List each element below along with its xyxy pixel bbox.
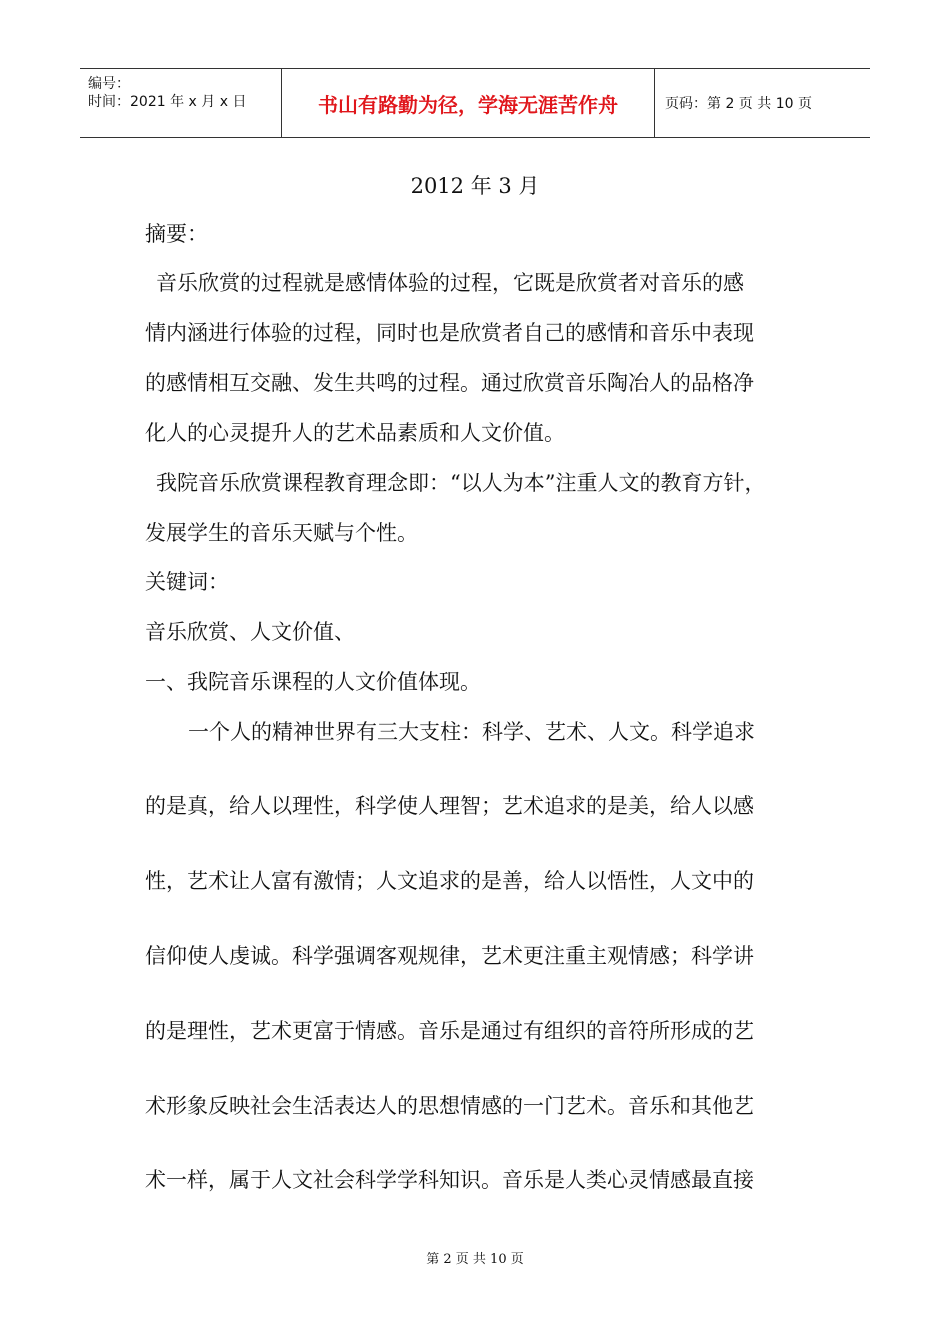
section-line: 术一样，属于人文社会科学学科知识。音乐是人类心灵情感最直接 <box>145 1168 754 1192</box>
header-page-code: 页码：第 2 页 共 10 页 <box>665 96 812 112</box>
concept-line: 我院音乐欣赏课程教育理念即：“以人为本”注重人文的教育方针， <box>156 471 766 495</box>
document-number-label: 编号： <box>88 76 130 92</box>
keywords-heading: 关键词： <box>145 570 229 594</box>
document-date: 2012 年 3 月 <box>410 174 540 198</box>
keywords-text: 音乐欣赏、人文价值、 <box>145 620 355 644</box>
section-line: 性，艺术让人富有激情；人文追求的是善，给人以悟性，人文中的 <box>145 869 754 893</box>
concept-line: 发展学生的音乐天赋与个性。 <box>145 521 418 545</box>
section-line: 的是理性，艺术更富于情感。音乐是通过有组织的音符所形成的艺 <box>145 1019 754 1043</box>
abstract-heading: 摘要： <box>145 222 208 246</box>
header-meta-cell <box>80 69 280 137</box>
abstract-line: 化人的心灵提升人的艺术品素质和人文价值。 <box>145 421 565 445</box>
header-motto: 书山有路勤为径，学海无涯苦作舟 <box>318 92 618 117</box>
section-heading: 一、我院音乐课程的人文价值体现。 <box>145 670 481 694</box>
section-line: 的是真，给人以理性，科学使人理智；艺术追求的是美，给人以感 <box>145 794 754 818</box>
page-footer: 第 2 页 共 10 页 <box>426 1252 524 1267</box>
abstract-line: 音乐欣赏的过程就是感情体验的过程，它既是欣赏者对音乐的感 <box>156 271 744 295</box>
section-line: 一个人的精神世界有三大支柱：科学、艺术、人文。科学追求 <box>188 720 755 744</box>
page-header <box>80 68 870 138</box>
abstract-line: 的感情相互交融、发生共鸣的过程。通过欣赏音乐陶冶人的品格净 <box>145 371 754 395</box>
abstract-line: 情内涵进行体验的过程，同时也是欣赏者自己的感情和音乐中表现 <box>145 321 754 345</box>
section-line: 信仰使人虔诚。科学强调客观规律，艺术更注重主观情感；科学讲 <box>145 944 754 968</box>
section-line: 术形象反映社会生活表达人的思想情感的一门艺术。音乐和其他艺 <box>145 1094 754 1118</box>
document-time-label: 时间：2021 年 x 月 x 日 <box>88 94 247 110</box>
